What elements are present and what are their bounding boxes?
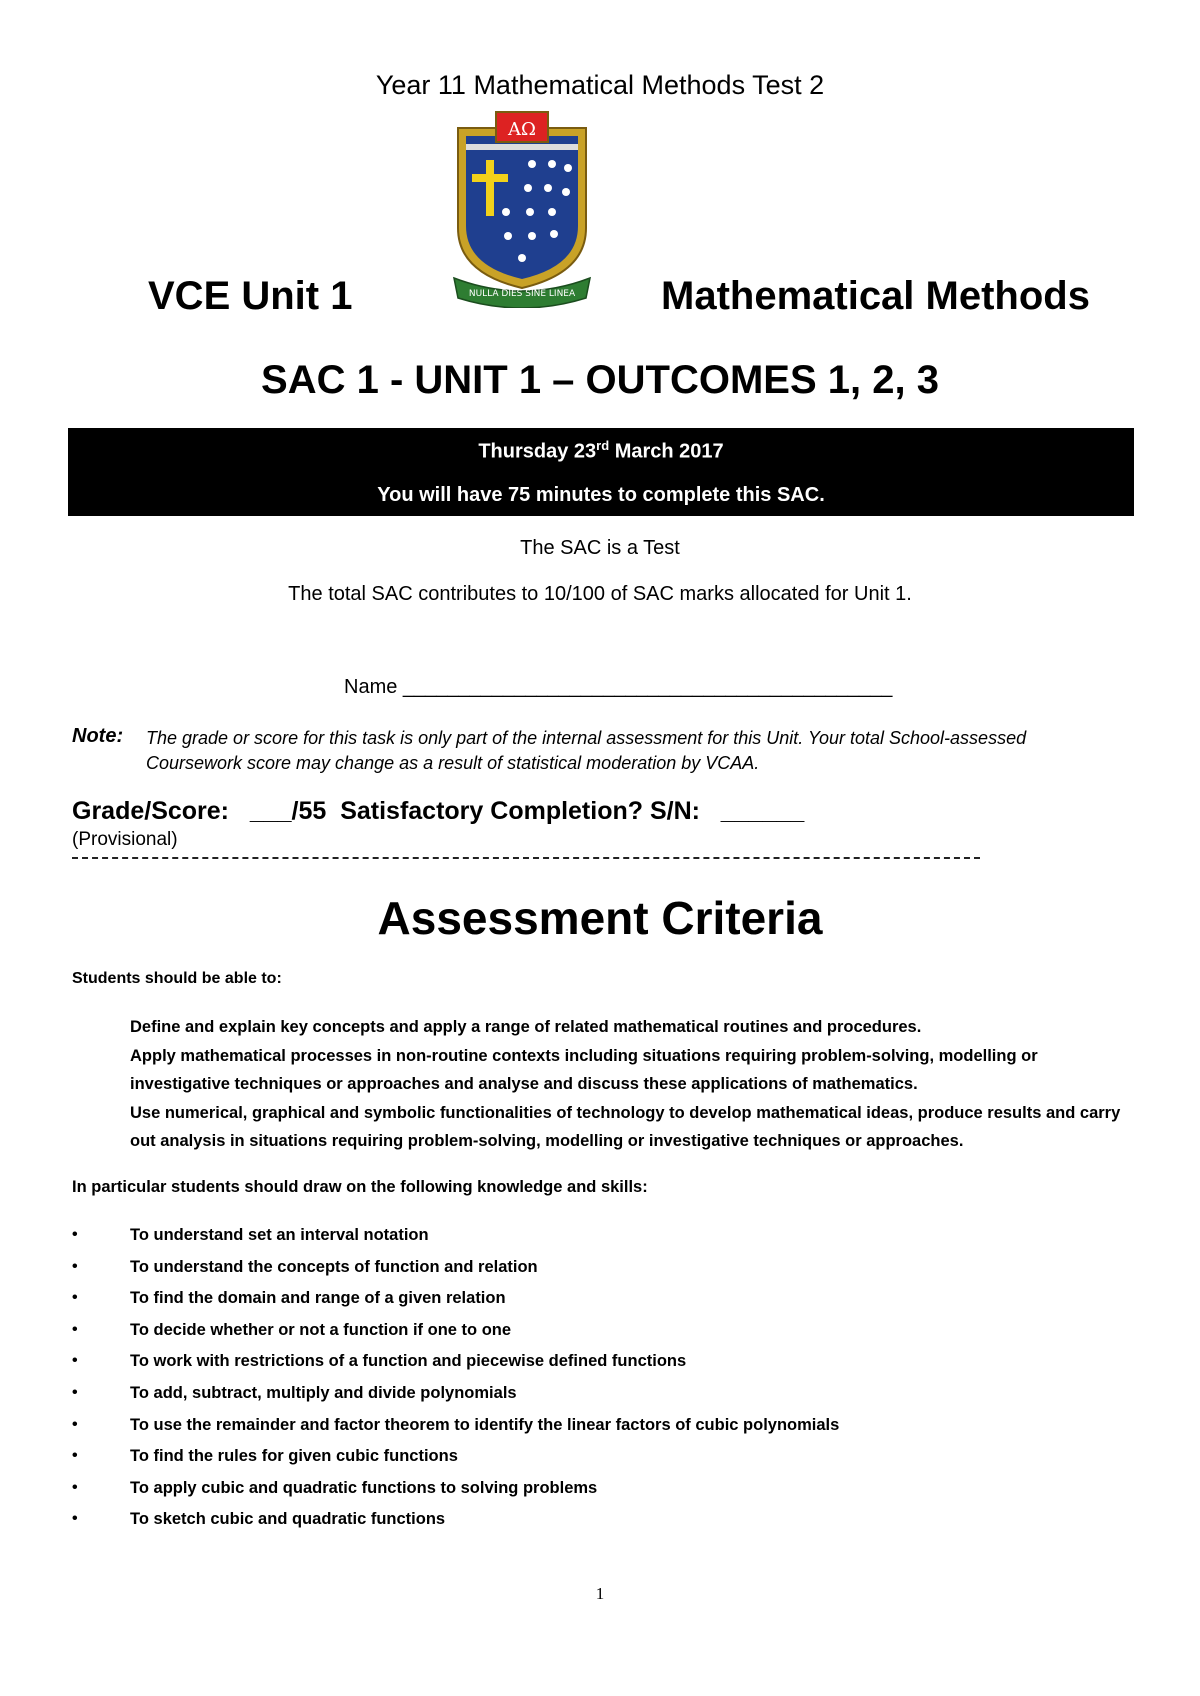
- assessment-criteria-heading: Assessment Criteria: [377, 892, 823, 944]
- note-label: Note:: [72, 725, 124, 747]
- bullet-icon: •: [72, 1415, 78, 1433]
- criteria-item: Define and explain key concepts and apply a range of related mathematical routines and procedures.: [130, 1018, 922, 1036]
- info-banner: [68, 428, 1134, 516]
- banner-time-limit: You will have 75 minutes to complete this SAC.: [377, 484, 825, 506]
- criteria-list: [130, 1013, 1130, 1156]
- sac-type-text: The SAC is a Test: [520, 537, 680, 559]
- skill-text: To find the domain and range of a given relation: [130, 1289, 506, 1308]
- date-day: Thursday 23: [478, 440, 597, 463]
- skill-text: To work with restrictions of a function and piecewise defined functions: [130, 1352, 687, 1371]
- bullet-icon: •: [72, 1478, 78, 1496]
- banner-date: [68, 438, 1134, 464]
- criteria-item: Apply mathematical processes in non-routine contexts including situations requiring problem-solving, modelling or investigative techniques or approaches and analyse and discuss these applications of mathematics.: [130, 1046, 1038, 1093]
- skill-text: To add, subtract, multiply and divide polynomials: [130, 1383, 517, 1402]
- note-text: The grade or score for this task is only part of the internal assessment for this Unit. Your total School-assessed Coursework score may change as a result of statistical moderation by VCAA.: [146, 728, 1027, 773]
- date-suffix: rd: [596, 438, 610, 453]
- skill-text: To understand the concepts of function and relation: [130, 1257, 538, 1276]
- document-title: Year 11 Mathematical Methods Test 2: [375, 70, 825, 100]
- bullet-icon: •: [72, 1289, 78, 1307]
- grade-score-line: Grade/Score: ___/55 Satisfactory Completion? S/N: ______: [72, 797, 805, 825]
- dashed-divider: [72, 857, 980, 859]
- name-field: Name ____________________________________________: [344, 676, 893, 698]
- bullet-icon: •: [72, 1510, 78, 1528]
- page-number: 1: [595, 1584, 605, 1603]
- skill-text: To understand set an interval notation: [130, 1226, 429, 1244]
- sac-title: SAC 1 - UNIT 1 – OUTCOMES 1, 2, 3: [261, 358, 939, 402]
- bullet-icon: •: [72, 1447, 78, 1465]
- skill-text: To use the remainder and factor theorem to identify the linear factors of cubic polynomials: [130, 1415, 840, 1434]
- skills-intro: In particular students should draw on the following knowledge and skills:: [72, 1178, 648, 1196]
- unit-heading: VCE Unit 1: [148, 274, 353, 318]
- bullet-icon: •: [72, 1383, 78, 1401]
- criteria-item: Use numerical, graphical and symbolic functionalities of technology to develop mathematical ideas, produce results and carry out analysis in situations requiring problem-solving, modelling or investigative techniques or approaches.: [130, 1103, 1121, 1150]
- bullet-icon: •: [72, 1226, 78, 1243]
- provisional-label: (Provisional): [72, 829, 178, 850]
- skill-text: To sketch cubic and quadratic functions: [130, 1510, 446, 1529]
- criteria-intro: Students should be able to:: [72, 970, 282, 987]
- date-rest: March 2017: [609, 440, 724, 463]
- crest-letters-text: AΩ: [508, 119, 536, 140]
- skill-text: To decide whether or not a function if one to one: [130, 1320, 512, 1339]
- bullet-icon: •: [72, 1352, 78, 1370]
- skill-text: To apply cubic and quadratic functions to solving problems: [130, 1478, 598, 1497]
- skill-text: To find the rules for given cubic functions: [130, 1447, 458, 1466]
- sac-contribution-text: The total SAC contributes to 10/100 of SAC marks allocated for Unit 1.: [288, 583, 912, 605]
- bullet-icon: •: [72, 1320, 78, 1338]
- crest-motto-text: NULLA DIES SINE LINEA: [468, 289, 576, 299]
- school-crest-logo: [448, 108, 596, 308]
- bullet-icon: •: [72, 1257, 78, 1275]
- subject-heading: Mathematical Methods: [661, 274, 1090, 318]
